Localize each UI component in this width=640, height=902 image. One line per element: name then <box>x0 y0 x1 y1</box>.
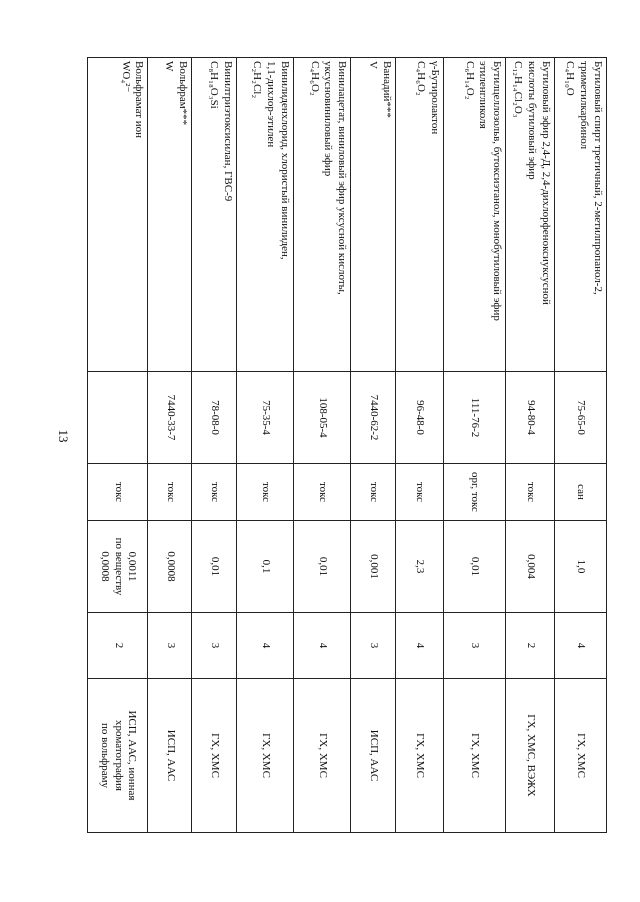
substance-name-cell <box>395 58 443 372</box>
hazard-indicator-cell: токс <box>236 464 293 521</box>
hazard-class-cell: 2 <box>88 613 148 679</box>
substance-name-cell <box>351 58 396 372</box>
analysis-methods-cell <box>236 679 293 833</box>
table-row <box>236 58 293 833</box>
limit-value-line: по веществу <box>112 537 125 596</box>
hazard-indicator-cell: токс <box>351 464 396 521</box>
rotated-table-container <box>87 57 607 832</box>
limit-value-line: 2,3 <box>414 559 427 574</box>
cas-number-cell: 7440-33-7 <box>148 372 192 464</box>
analysis-methods-cell <box>293 679 350 833</box>
substance-name-cell <box>192 58 237 372</box>
table-row <box>351 58 396 833</box>
analysis-method-line: ИСП, ААС <box>164 729 177 782</box>
cas-number-cell: 78-08-0 <box>192 372 237 464</box>
hazard-indicator-cell: токс <box>192 464 237 521</box>
substance-name-line: Винилиденхлорид, хлористый винилиден, <box>278 61 291 260</box>
hazard-indicator-cell: токс <box>506 464 555 521</box>
limit-value-cell <box>443 521 505 613</box>
substance-name-line: Бутиловый спирт третичный, 2-метилпропанол-2, <box>592 61 604 295</box>
limit-value-cell <box>555 521 607 613</box>
substance-name-cell <box>443 58 505 372</box>
table-body <box>88 58 607 833</box>
substance-formula: V <box>367 61 380 69</box>
substance-name-line: уксусновиниловый эфир <box>322 61 335 177</box>
cas-number-cell: 94-80-4 <box>506 372 555 464</box>
cas-number-cell: 7440-62-2 <box>351 372 396 464</box>
analysis-method-line: ИСП, ААС <box>367 729 380 782</box>
limit-value-cell <box>88 521 148 613</box>
analysis-methods-cell <box>443 679 505 833</box>
analysis-method-line: ГХ, ХМС <box>469 733 482 778</box>
analysis-methods-cell <box>148 679 192 833</box>
cas-number-cell: 96-48-0 <box>395 372 443 464</box>
substance-name-line: Вольфрамат ион <box>133 61 146 139</box>
table-row <box>192 58 237 833</box>
substance-name-line: Винилацетат, виниловый эфир уксусной кислоты, <box>336 61 349 295</box>
table-row <box>443 58 505 833</box>
substances-table <box>87 57 607 833</box>
substance-formula: C₄H₁₀O <box>564 61 577 96</box>
table-sheet <box>87 57 607 832</box>
substance-name-cell <box>506 58 555 372</box>
hazard-indicator-cell: токс <box>88 464 148 521</box>
limit-value-line: 0,0008 <box>164 551 177 582</box>
hazard-class-cell: 2 <box>506 613 555 679</box>
analysis-methods-cell <box>395 679 443 833</box>
analysis-methods-cell <box>351 679 396 833</box>
substance-name-cell <box>88 58 148 372</box>
cas-number-cell: 111-76-2 <box>443 372 505 464</box>
substance-name-cell <box>293 58 350 372</box>
hazard-indicator-cell: токс <box>148 464 192 521</box>
table-row <box>506 58 555 833</box>
analysis-method-line: ГХ, ХМС <box>575 733 588 778</box>
substance-name-line: Винилтриэтоксисилан, ГВС-9 <box>221 61 234 202</box>
substance-name-cell <box>236 58 293 372</box>
table-row <box>88 58 148 833</box>
substance-formula: C₈H₁₈O₃Si <box>208 61 221 109</box>
substance-formula: W <box>163 61 176 72</box>
hazard-class-cell: 3 <box>351 613 396 679</box>
hazard-class-cell: 4 <box>236 613 293 679</box>
substance-name-line: Вольфрам*** <box>177 61 190 126</box>
table-row <box>395 58 443 833</box>
hazard-indicator-cell: сан <box>555 464 607 521</box>
cas-number-cell <box>88 372 148 464</box>
limit-value-line: 0,004 <box>524 554 537 579</box>
substance-name-line: Ванадий*** <box>380 61 393 118</box>
limit-value-line: 0,001 <box>367 554 380 579</box>
analysis-method-line: ГХ, ХМС, ВЭЖХ <box>524 714 537 797</box>
limit-value-line: 0,0008 <box>98 551 111 582</box>
hazard-class-cell: 3 <box>148 613 192 679</box>
analysis-methods-cell <box>555 679 607 833</box>
analysis-method-line: ГХ, ХМС <box>414 733 427 778</box>
substance-formula: C₄H₆O₂ <box>414 61 427 96</box>
substance-name-cell <box>148 58 192 372</box>
limit-value-cell <box>236 521 293 613</box>
page-number: 13 <box>56 429 71 443</box>
analysis-method-line: хроматография <box>112 720 125 791</box>
substance-name-line: 1,1-дихлор-этилен <box>265 61 278 148</box>
substance-formula: WO₄²⁻ <box>119 61 132 93</box>
table-row <box>293 58 350 833</box>
hazard-indicator-cell: токс <box>293 464 350 521</box>
limit-value-line: 0,01 <box>316 556 329 577</box>
hazard-class-cell: 4 <box>293 613 350 679</box>
limit-value-cell <box>192 521 237 613</box>
substance-formula: C₆H₁₄O₂ <box>463 61 476 100</box>
substance-name-line: Бутилцеллозольв, бутоксиэтанол, монобутиловый эфир <box>491 61 504 321</box>
analysis-method-line: ГХ, ХМС <box>259 733 272 778</box>
analysis-method-line: ГХ, ХМС <box>316 733 329 778</box>
limit-value-line: 1,0 <box>575 559 588 574</box>
limit-value-cell <box>506 521 555 613</box>
substance-formula: C₄H₆O₂ <box>308 61 321 96</box>
hazard-class-cell: 4 <box>555 613 607 679</box>
table-row <box>148 58 192 833</box>
substance-formula: C₁₂H₁₄Cl₂O₃ <box>512 61 525 118</box>
limit-value-cell <box>395 521 443 613</box>
limit-value-cell <box>148 521 192 613</box>
limit-value-line: 0,0011 <box>126 551 139 582</box>
analysis-method-line: по вольфраму <box>98 722 111 789</box>
analysis-methods-cell <box>506 679 555 833</box>
substance-name-line: кислоты бутиловый эфир <box>526 61 539 180</box>
substance-name-cell <box>555 58 607 372</box>
hazard-class-cell: 3 <box>192 613 237 679</box>
hazard-class-cell: 4 <box>395 613 443 679</box>
table-row <box>555 58 607 833</box>
analysis-method-line: ИСП, ААС, ионная <box>126 710 139 801</box>
substance-name-line: Бутиловый эфир 2,4-Д, 2,4-дихлорфеноксиуксусной <box>540 61 552 305</box>
hazard-indicator-cell: орг, токс <box>443 464 505 521</box>
limit-value-line: 0,01 <box>208 556 221 577</box>
analysis-methods-cell <box>192 679 237 833</box>
analysis-methods-cell <box>88 679 148 833</box>
limit-value-cell <box>293 521 350 613</box>
hazard-indicator-cell: токс <box>395 464 443 521</box>
limit-value-cell <box>351 521 396 613</box>
limit-value-line: 0,01 <box>469 556 482 577</box>
cas-number-cell: 75-35-4 <box>236 372 293 464</box>
cas-number-cell: 108-05-4 <box>293 372 350 464</box>
hazard-class-cell: 3 <box>443 613 505 679</box>
substance-name-line: этиленгликоля <box>477 61 490 129</box>
substance-name-line: триметилкарбинол <box>578 61 591 150</box>
substance-formula: C₂H₂Cl₂ <box>251 61 264 99</box>
substance-name-line: γ-Бутиролактон <box>428 61 441 135</box>
analysis-method-line: ГХ, ХМС <box>208 733 221 778</box>
cas-number-cell: 75-65-0 <box>555 372 607 464</box>
limit-value-line: 0,1 <box>259 559 272 574</box>
